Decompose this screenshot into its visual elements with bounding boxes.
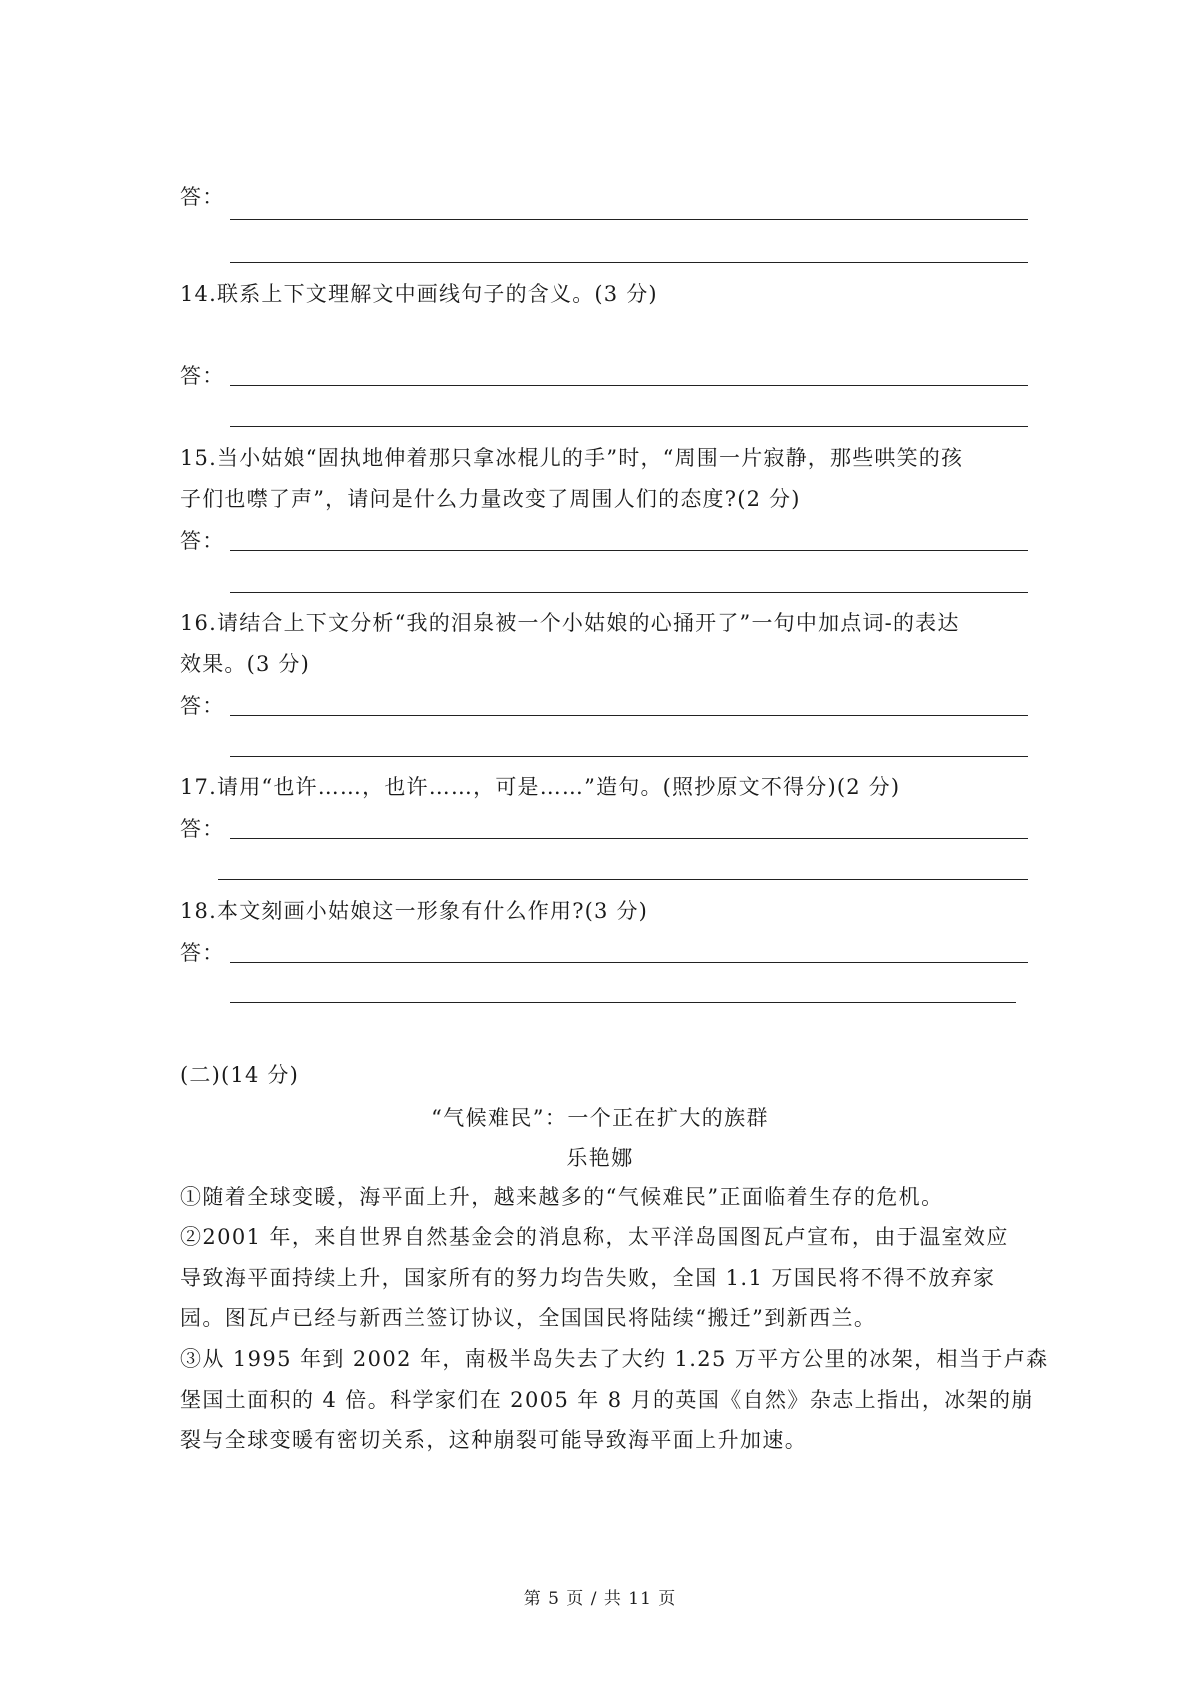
answer-line[interactable] xyxy=(230,385,1028,386)
section-heading: (二)(14 分) xyxy=(180,1063,299,1087)
answer-label-15: 答： xyxy=(180,529,225,553)
answer-label-14: 答： xyxy=(180,364,225,388)
answer-label-top: 答： xyxy=(180,185,225,209)
answer-line[interactable] xyxy=(230,426,1028,427)
page-footer: 第 5 页 / 共 11 页 xyxy=(523,1589,677,1609)
answer-line[interactable] xyxy=(230,1002,1016,1003)
answer-line[interactable] xyxy=(230,838,1028,839)
answer-line[interactable] xyxy=(230,219,1028,220)
article-author: 乐艳娜 xyxy=(566,1146,634,1170)
paragraph-line: 园。图瓦卢已经与新西兰签订协议，全国国民将陆续“搬迁”到新西兰。 xyxy=(180,1306,877,1330)
answer-line[interactable] xyxy=(230,756,1028,757)
question-15-line-1: 15.当小姑娘“固执地伸着那只拿冰棍儿的手”时，“周围一片寂静，那些哄笑的孩 xyxy=(180,446,964,470)
question-15-line-2: 子们也噤了声”，请问是什么力量改变了周围人们的态度?(2 分) xyxy=(180,487,801,511)
paragraph-line: 裂与全球变暖有密切关系，这种崩裂可能导致海平面上升加速。 xyxy=(180,1428,808,1452)
question-16-line-2: 效果。(3 分) xyxy=(180,652,311,676)
paragraph-line: 堡国土面积的 4 倍。科学家们在 2005 年 8 月的英国《自然》杂志上指出，冰架的崩 xyxy=(180,1388,1034,1412)
paragraph-line: ①随着全球变暖，海平面上升，越来越多的“气候难民”正面临着生存的危机。 xyxy=(180,1185,944,1209)
paragraph-line: ③从 1995 年到 2002 年，南极半岛失去了大约 1.25 万平方公里的冰架，相当于卢森 xyxy=(180,1347,1049,1371)
answer-line[interactable] xyxy=(218,879,1028,880)
answer-line[interactable] xyxy=(230,592,1028,593)
question-17: 17.请用“也许……，也许……，可是……”造句。(照抄原文不得分)(2 分) xyxy=(180,775,901,799)
question-18: 18.本文刻画小姑娘这一形象有什么作用?(3 分) xyxy=(180,899,649,923)
article-title: “气候难民”：一个正在扩大的族群 xyxy=(431,1106,769,1130)
answer-label-18: 答： xyxy=(180,941,225,965)
answer-label-17: 答： xyxy=(180,817,225,841)
answer-label-16: 答： xyxy=(180,694,225,718)
answer-line[interactable] xyxy=(230,715,1028,716)
answer-line[interactable] xyxy=(230,962,1028,963)
paragraph-line: ②2001 年，来自世界自然基金会的消息称，太平洋岛国图瓦卢宣布，由于温室效应 xyxy=(180,1225,1009,1249)
answer-line[interactable] xyxy=(230,262,1028,263)
paragraph-line: 导致海平面持续上升，国家所有的努力均告失败，全国 1.1 万国民将不得不放弃家 xyxy=(180,1266,996,1290)
answer-line[interactable] xyxy=(230,550,1028,551)
question-14: 14.联系上下文理解文中画线句子的含义。(3 分) xyxy=(180,282,658,306)
question-16-line-1: 16.请结合上下文分析“我的泪泉被一个小姑娘的心捅开了”一句中加点词-的表达 xyxy=(180,611,960,635)
